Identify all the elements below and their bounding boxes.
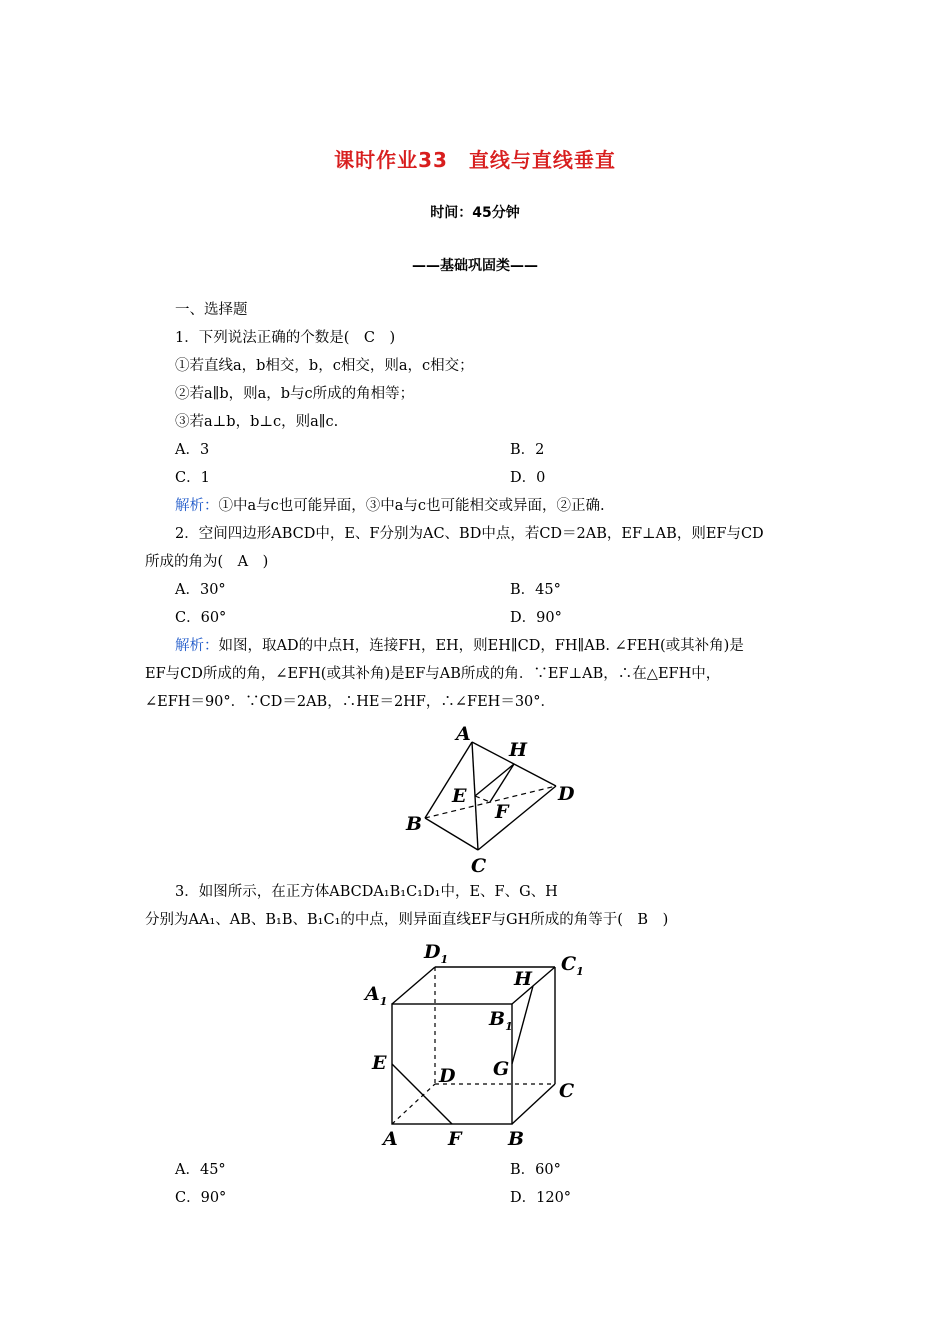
- label-b: B: [508, 1128, 525, 1150]
- q3-option-d: D．120°: [510, 1190, 572, 1206]
- q2-analysis-line3: ∠EFH＝90°．∵CD＝2AB，∴HE＝2HF，∴∠FEH＝30°．: [145, 694, 556, 710]
- label-c: C: [559, 1080, 575, 1102]
- label-c: C: [471, 855, 487, 877]
- label-b1: $B_1$: [489, 1008, 513, 1033]
- q1-statement-1: ①若直线a，b相交，b，c相交，则a，c相交；: [175, 358, 474, 374]
- label-h: H: [514, 968, 532, 990]
- label-e: E: [452, 785, 467, 807]
- analysis-text: 如图，取AD的中点H，连接FH，EH，则EH∥CD，FH∥AB. ∠FEH(或其补角)是: [218, 638, 744, 654]
- edge-bc: [425, 818, 478, 850]
- label-a: A: [383, 1128, 398, 1150]
- label-a: A: [456, 723, 471, 745]
- q2-option-b: B．45°: [510, 582, 561, 598]
- page-title: 课时作业33 直线与直线垂直: [334, 148, 616, 172]
- q1-stem: 1．下列说法正确的个数是( C ): [175, 330, 396, 346]
- q3-option-c: C．90°: [175, 1190, 227, 1206]
- label-b: B: [406, 813, 423, 835]
- q2-option-c: C．60°: [175, 610, 227, 626]
- part-heading: 一、选择题: [175, 302, 248, 318]
- q2-stem-line2: 所成的角为( A ): [145, 554, 269, 570]
- segment-ef-hidden: [475, 796, 490, 802]
- label-f: F: [495, 801, 509, 823]
- q2-analysis-line2: EF与CD所成的角，∠EFH(或其补角)是EF与AB所成的角．∵EF⊥AB，∴在△EFH中，: [145, 666, 721, 682]
- q1-statement-3: ③若a⊥b，b⊥c，则a∥c.: [175, 414, 339, 430]
- q3-stem-line2: 分别为AA₁、AB、B₁B、B₁C₁的中点，则异面直线EF与GH所成的角等于( B ): [145, 912, 669, 928]
- q1-option-b: B．2: [510, 442, 545, 458]
- label-c1: $C_1$: [561, 953, 584, 978]
- q2-option-d: D．90°: [510, 610, 562, 626]
- analysis-text: ①中a与c也可能异面，③中a与c也可能相交或异面，②正确.: [218, 498, 605, 514]
- q1-statement-2: ②若a∥b，则a，b与c所成的角相等；: [175, 386, 415, 402]
- analysis-label: 解析：: [175, 498, 219, 514]
- segment-fh: [490, 764, 514, 802]
- label-a1: $A_1$: [365, 983, 388, 1008]
- q1-option-c: C．1: [175, 470, 210, 486]
- edge-ad-hidden: [392, 1084, 435, 1124]
- time-limit: 时间：45分钟: [430, 205, 520, 221]
- q3-stem-line1: 3．如图所示，在正方体ABCDA₁B₁C₁D₁中，E、F、G、H: [175, 884, 558, 900]
- label-d: D: [558, 783, 575, 805]
- q3-option-b: B．60°: [510, 1162, 561, 1178]
- q2-analysis-line1: [175, 636, 835, 656]
- label-h: H: [509, 739, 527, 761]
- section-heading: ——基础巩固类——: [412, 258, 538, 274]
- label-e: E: [372, 1052, 387, 1074]
- q1-option-d: D．0: [510, 470, 546, 486]
- tetrahedron-figure: [395, 720, 595, 880]
- q1-option-a: A．3: [175, 442, 210, 458]
- q1-analysis: [175, 496, 835, 516]
- analysis-label: 解析：: [175, 638, 219, 654]
- q2-option-a: A．30°: [175, 582, 226, 598]
- label-d: D: [439, 1065, 456, 1087]
- segment-gh: [512, 986, 533, 1064]
- edge-bc: [512, 1084, 555, 1124]
- cube-figure: [360, 935, 600, 1155]
- edge-a1d1: [392, 967, 435, 1004]
- label-f: F: [448, 1128, 462, 1150]
- q3-option-a: A．45°: [175, 1162, 226, 1178]
- q2-stem-line1: 2．空间四边形ABCD中，E、F分别为AC、BD中点，若CD＝2AB，EF⊥AB，则EF与CD: [175, 526, 764, 542]
- segment-eh: [475, 764, 514, 796]
- label-d1: $D_1$: [424, 941, 449, 966]
- label-g: G: [493, 1058, 510, 1080]
